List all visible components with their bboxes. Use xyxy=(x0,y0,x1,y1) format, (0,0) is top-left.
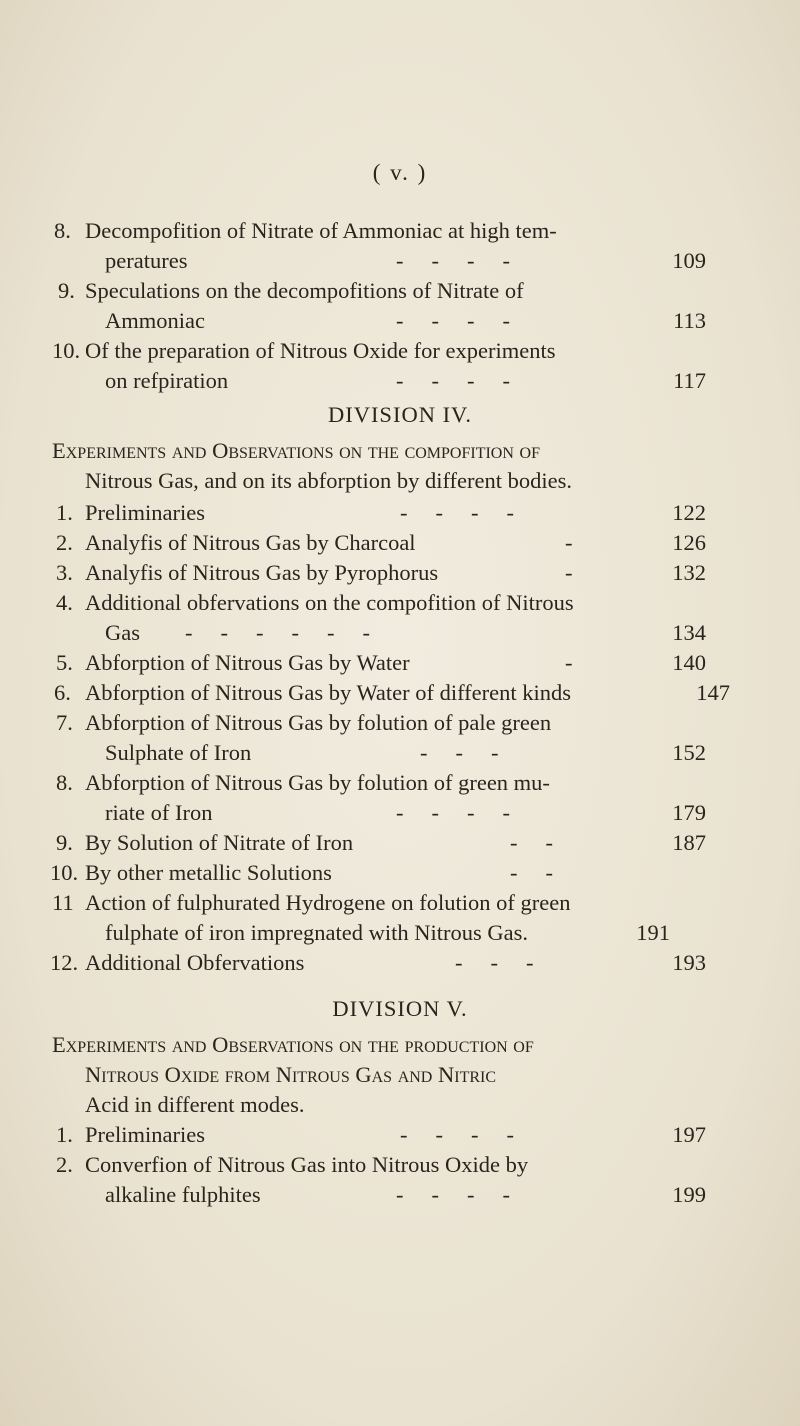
division-heading: DIVISION V. xyxy=(332,996,468,1021)
entry-page: 122 xyxy=(672,500,706,525)
entry-page: 113 xyxy=(673,308,706,333)
entry-text: By other metallic Solutions xyxy=(85,860,332,885)
leader-dots: - xyxy=(565,530,601,555)
entry-text: Analyfis of Nitrous Gas by Charcoal xyxy=(85,530,416,555)
entry-text: By Solution of Nitrate of Iron xyxy=(85,830,354,855)
entry-text: Abforption of Nitrous Gas by folution of pale green xyxy=(85,710,552,735)
entry-number: 2. xyxy=(56,530,73,555)
entry-text: on refpiration xyxy=(105,368,229,393)
entry-number: 12. xyxy=(50,950,79,975)
entry-page: 140 xyxy=(672,650,706,675)
leader-dots: ------ xyxy=(185,620,398,645)
entry-page: 134 xyxy=(672,620,706,645)
entry-text: Sulphate of Iron xyxy=(105,740,252,765)
entry-page: 179 xyxy=(672,800,706,825)
entry-page: 132 xyxy=(672,560,706,585)
leader-dots: --- xyxy=(455,950,562,975)
leader-dots: ---- xyxy=(396,800,538,825)
page-number: ( v. ) xyxy=(372,160,428,185)
entry-text: Additional obfervations on the compofition of Nitrous xyxy=(85,590,574,615)
leader-dots: ---- xyxy=(396,368,538,393)
entry-page: 193 xyxy=(672,950,706,975)
leader-dots: --- xyxy=(420,740,527,765)
entry-text: peratures xyxy=(105,248,188,273)
entry-page: 152 xyxy=(672,740,706,765)
leader-dots: - xyxy=(565,650,601,675)
entry-page: 109 xyxy=(672,248,706,273)
division-intro: Nitrous Oxide from Nitrous Gas and Nitric xyxy=(85,1062,497,1087)
entry-number: 10. xyxy=(52,338,81,363)
entry-page: 126 xyxy=(672,530,706,555)
entry-page: 147 xyxy=(696,680,730,705)
leader-dots: ---- xyxy=(400,1122,542,1147)
entry-number: 1. xyxy=(56,500,73,525)
leader-dots: -- xyxy=(510,830,581,855)
entry-number: 3. xyxy=(56,560,73,585)
leader-dots: ---- xyxy=(400,500,542,525)
entry-number: 11 xyxy=(52,890,74,915)
entry-number: 6. xyxy=(54,680,71,705)
entry-text: Speculations on the decompofitions of Nitrate of xyxy=(85,278,524,303)
entry-number: 7. xyxy=(56,710,73,735)
entry-text: Abforption of Nitrous Gas by Water xyxy=(85,650,410,675)
entry-text: Gas xyxy=(105,620,140,645)
entry-number: 9. xyxy=(56,830,73,855)
leader-dots: -- xyxy=(510,860,581,885)
division-intro: Experiments and Observations on the compofition of xyxy=(52,438,540,463)
entry-page: 199 xyxy=(672,1182,706,1207)
entry-number: 2. xyxy=(56,1152,73,1177)
entry-text: Converfion of Nitrous Gas into Nitrous Oxide by xyxy=(85,1152,529,1177)
entry-page: 187 xyxy=(672,830,706,855)
leader-dots: ---- xyxy=(396,248,538,273)
leader-dots: ---- xyxy=(396,1182,538,1207)
entry-text: Additional Obfervations xyxy=(85,950,305,975)
entry-page: 197 xyxy=(672,1122,706,1147)
entry-text: Ammoniac xyxy=(105,308,205,333)
entry-number: 1. xyxy=(56,1122,73,1147)
entry-number: 10. xyxy=(50,860,79,885)
entry-text: Decompofition of Nitrate of Ammoniac at high tem- xyxy=(85,218,557,243)
leader-dots: - xyxy=(565,560,601,585)
entry-number: 4. xyxy=(56,590,73,615)
division-intro: Nitrous Gas, and on its abforption by different bodies. xyxy=(85,468,573,493)
division-intro: Experiments and Observations on the production of xyxy=(52,1032,534,1057)
entry-page: 117 xyxy=(673,368,706,393)
entry-text: Abforption of Nitrous Gas by Water of different kinds xyxy=(85,680,572,705)
leader-dots: ---- xyxy=(396,308,538,333)
entry-text: riate of Iron xyxy=(105,800,213,825)
entry-text: Action of fulphurated Hydrogene on folution of green xyxy=(85,890,571,915)
entry-number: 8. xyxy=(56,770,73,795)
entry-text: fulphate of iron impregnated with Nitrous Gas. xyxy=(105,920,529,945)
division-intro: Acid in different modes. xyxy=(85,1092,305,1117)
entry-text: alkaline fulphites xyxy=(105,1182,261,1207)
entry-number: 5. xyxy=(56,650,73,675)
entry-text: Analyfis of Nitrous Gas by Pyrophorus xyxy=(85,560,439,585)
entry-page: 191 xyxy=(636,920,670,945)
entry-text: Preliminaries xyxy=(85,1122,205,1147)
entry-text: Of the preparation of Nitrous Oxide for experiments xyxy=(85,338,556,363)
entry-text: Abforption of Nitrous Gas by folution of green mu- xyxy=(85,770,550,795)
entry-number: 9. xyxy=(58,278,75,303)
division-heading: DIVISION IV. xyxy=(327,402,473,427)
entry-number: 8. xyxy=(54,218,71,243)
entry-text: Preliminaries xyxy=(85,500,205,525)
